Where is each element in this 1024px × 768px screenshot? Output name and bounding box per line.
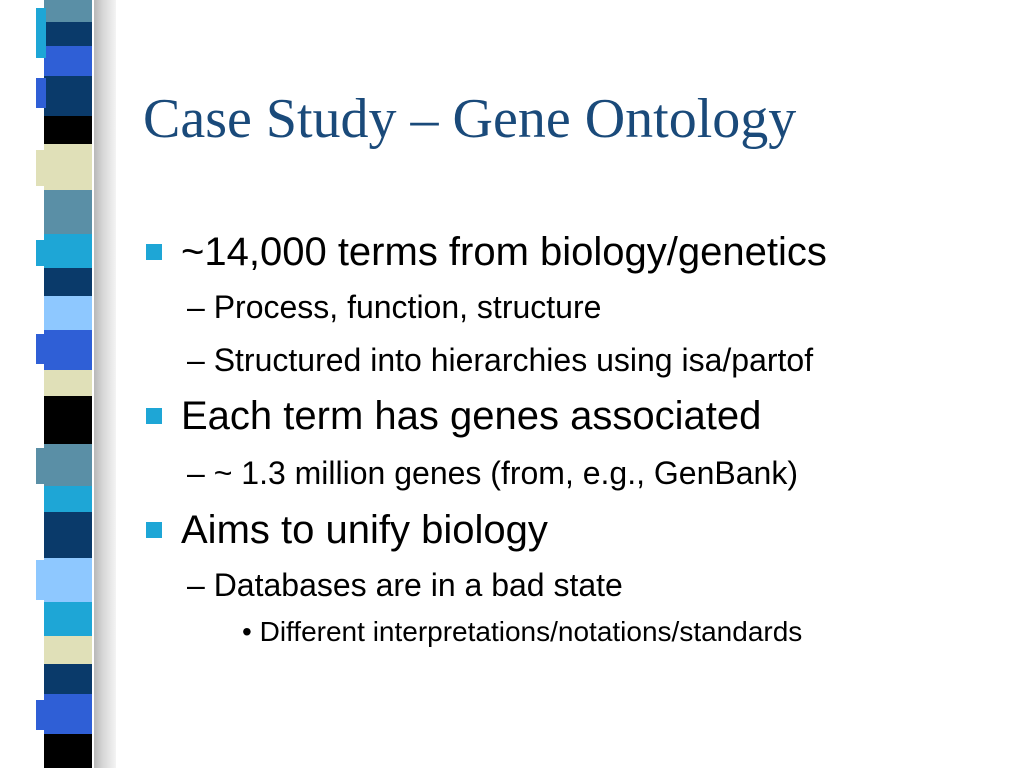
stripe xyxy=(36,700,46,730)
stripe xyxy=(44,330,92,370)
stripe xyxy=(36,150,46,186)
stripe xyxy=(44,234,92,268)
bullet-text: ~14,000 terms from biology/genetics xyxy=(181,230,827,274)
stripe xyxy=(36,448,46,484)
square-bullet-icon xyxy=(146,244,162,260)
stripe xyxy=(44,268,92,296)
stripe xyxy=(36,334,46,364)
bullet-text: Each term has genes associated xyxy=(181,394,762,438)
stripe xyxy=(44,636,92,664)
dash-marker: – xyxy=(187,567,205,603)
dash-marker: – xyxy=(187,289,205,325)
dash-marker: – xyxy=(187,342,205,378)
stripe xyxy=(44,370,92,396)
stripe xyxy=(44,0,92,22)
stripe xyxy=(44,512,92,558)
sub-bullet-text: Databases are in a bad state xyxy=(213,567,623,603)
sub-sub-bullet-item xyxy=(242,615,802,649)
decorative-stripe-bar xyxy=(0,0,116,768)
stripe xyxy=(44,664,92,694)
sub-bullet-text: Process, function, structure xyxy=(213,289,602,325)
stripe xyxy=(44,144,92,190)
stripe xyxy=(44,734,92,768)
bullet-text: Aims to unify biology xyxy=(181,508,548,552)
bullet-item xyxy=(181,228,827,276)
stripe xyxy=(44,190,92,234)
stripe xyxy=(44,558,92,602)
square-bullet-icon xyxy=(146,522,162,538)
sub-sub-bullet-text: Different interpretations/notations/standards xyxy=(259,616,803,647)
sub-bullet-text: Structured into hierarchies using isa/partof xyxy=(213,342,814,378)
square-bullet-icon xyxy=(146,408,162,424)
stripe xyxy=(44,396,92,444)
slide-title: Case Study – Gene Ontology xyxy=(143,88,797,150)
stripe xyxy=(44,602,92,636)
stripe xyxy=(36,8,46,58)
sub-bullet-item xyxy=(187,453,798,493)
dot-marker: • xyxy=(242,616,252,647)
stripe xyxy=(44,486,92,512)
dash-marker: – xyxy=(187,455,205,491)
stripe xyxy=(36,78,46,108)
sub-bullet-item xyxy=(187,565,623,605)
stripe xyxy=(44,46,92,76)
bullet-item xyxy=(181,392,761,440)
stripe xyxy=(44,22,92,46)
stripe xyxy=(44,444,92,486)
sub-bullet-item xyxy=(187,287,601,327)
stripe xyxy=(44,76,92,116)
stripe xyxy=(44,694,92,734)
sub-bullet-item xyxy=(187,340,813,380)
stripe xyxy=(44,116,92,144)
bullet-item xyxy=(181,506,548,554)
sub-bullet-text: ~ 1.3 million genes (from, e.g., GenBank) xyxy=(213,455,798,491)
stripe xyxy=(36,560,46,600)
stripe xyxy=(44,296,92,330)
stripe xyxy=(36,240,46,266)
